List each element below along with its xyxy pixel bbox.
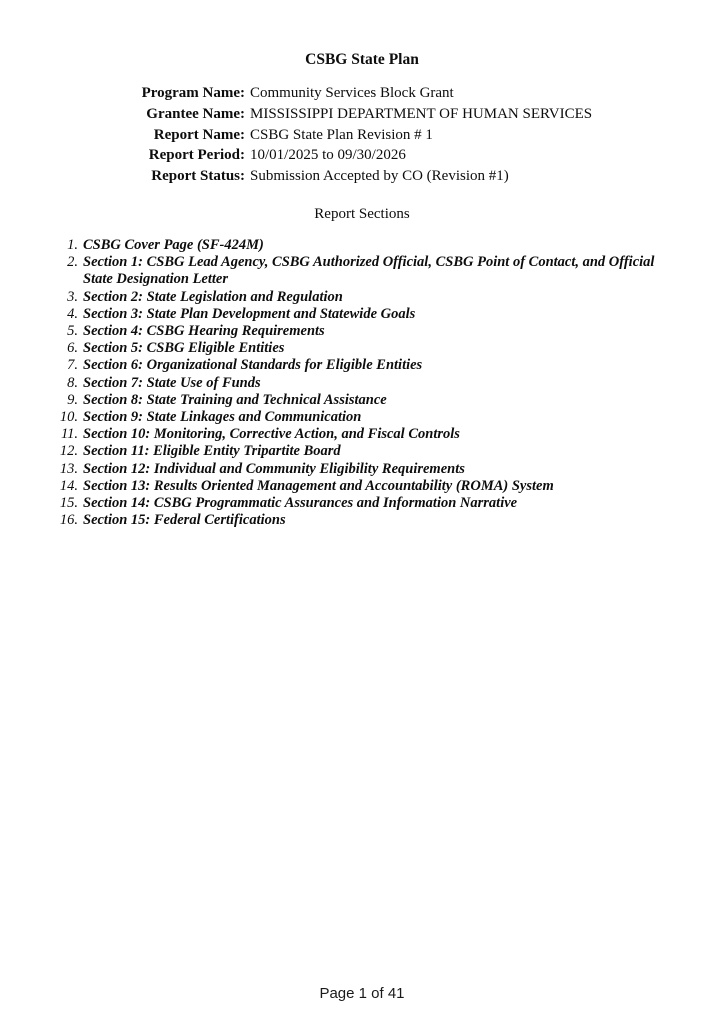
list-item-number: 3. [67, 288, 78, 305]
report-sections-heading: Report Sections [314, 205, 410, 222]
list-item-label: Section 15: Federal Certifications [83, 512, 286, 529]
list-item-label: Section 14: CSBG Programmatic Assurances and Information Narrative [83, 495, 518, 512]
list-item-label: Section 5: CSBG Eligible Entities [83, 340, 285, 357]
list-item-label: Section 12: Individual and Community Eligibility Requirements [83, 460, 465, 477]
list-item-number: 15. [59, 495, 78, 512]
list-item [0, 495, 724, 512]
list-item-number: 9. [67, 391, 78, 408]
list-item [0, 478, 724, 495]
list-item [0, 357, 724, 374]
list-item-label: Section 1: CSBG Lead Agency, CSBG Authorized Official, CSBG Point of Contact, and Official State Designation Letter [83, 254, 655, 288]
report-name-label: Report Name: [153, 126, 245, 143]
list-item-label: Section 13: Results Oriented Management and Accountability (ROMA) System [83, 477, 554, 494]
list-item-label: Section 9: State Linkages and Communication [83, 409, 362, 426]
list-item-number: 6. [67, 340, 78, 357]
list-item-number: 5. [67, 323, 78, 339]
list-item [0, 461, 724, 478]
list-item [0, 512, 724, 529]
list-item-label: Section 4: CSBG Hearing Requirements [83, 323, 325, 339]
list-item-number: 16. [59, 512, 78, 529]
report-status-label: Report Status: [151, 168, 245, 185]
list-item-label: Section 6: Organizational Standards for Eligible Entities [83, 357, 423, 374]
list-item-number: 7. [67, 357, 78, 374]
list-item [0, 254, 724, 288]
list-item-label: Section 3: State Plan Development and Statewide Goals [83, 305, 416, 322]
list-item-label: Section 8: State Training and Technical Assistance [83, 391, 387, 408]
list-item [0, 426, 724, 443]
list-item [0, 340, 724, 357]
grantee-name-value: MISSISSIPPI DEPARTMENT OF HUMAN SERVICES [250, 105, 593, 122]
report-status-value: Submission Accepted by CO (Revision #1) [250, 168, 509, 185]
list-item-number: 8. [67, 374, 78, 391]
list-item-label: Section 11: Eligible Entity Tripartite Board [83, 443, 341, 460]
list-item-number: 4. [67, 305, 78, 322]
program-name-value: Community Services Block Grant [250, 85, 454, 101]
list-item [0, 409, 724, 426]
list-item-number: 11. [60, 426, 78, 443]
report-period-value: 10/01/2025 to 09/30/2026 [250, 147, 406, 164]
list-item-number: 13. [59, 460, 78, 477]
report-period-label: Report Period: [148, 147, 245, 164]
list-item [0, 289, 724, 306]
report-metadata [0, 83, 724, 187]
list-item-number: 2. [67, 254, 78, 271]
list-item-label: Section 2: State Legislation and Regulation [83, 288, 343, 305]
list-item-number: 10. [59, 409, 78, 426]
report-sections-list [0, 237, 724, 529]
list-item-label: Section 10: Monitoring, Corrective Action, and Fiscal Controls [83, 426, 460, 443]
grantee-name-label: Grantee Name: [146, 105, 245, 122]
list-item [0, 306, 724, 323]
list-item-number: 12. [59, 443, 78, 460]
list-item-number: 14. [59, 477, 78, 494]
list-item [0, 443, 724, 460]
list-item-number: 1. [67, 236, 78, 253]
list-item-label: Section 7: State Use of Funds [83, 374, 261, 391]
page-number: Page 1 of 41 [319, 985, 405, 1002]
list-item [0, 375, 724, 392]
program-name-label: Program Name: [141, 85, 245, 101]
list-item [0, 237, 724, 254]
page-title: CSBG State Plan [305, 51, 419, 68]
report-name-value: CSBG State Plan Revision # 1 [250, 126, 433, 143]
list-item-label: CSBG Cover Page (SF-424M) [83, 236, 264, 253]
list-item [0, 392, 724, 409]
list-item [0, 323, 724, 340]
